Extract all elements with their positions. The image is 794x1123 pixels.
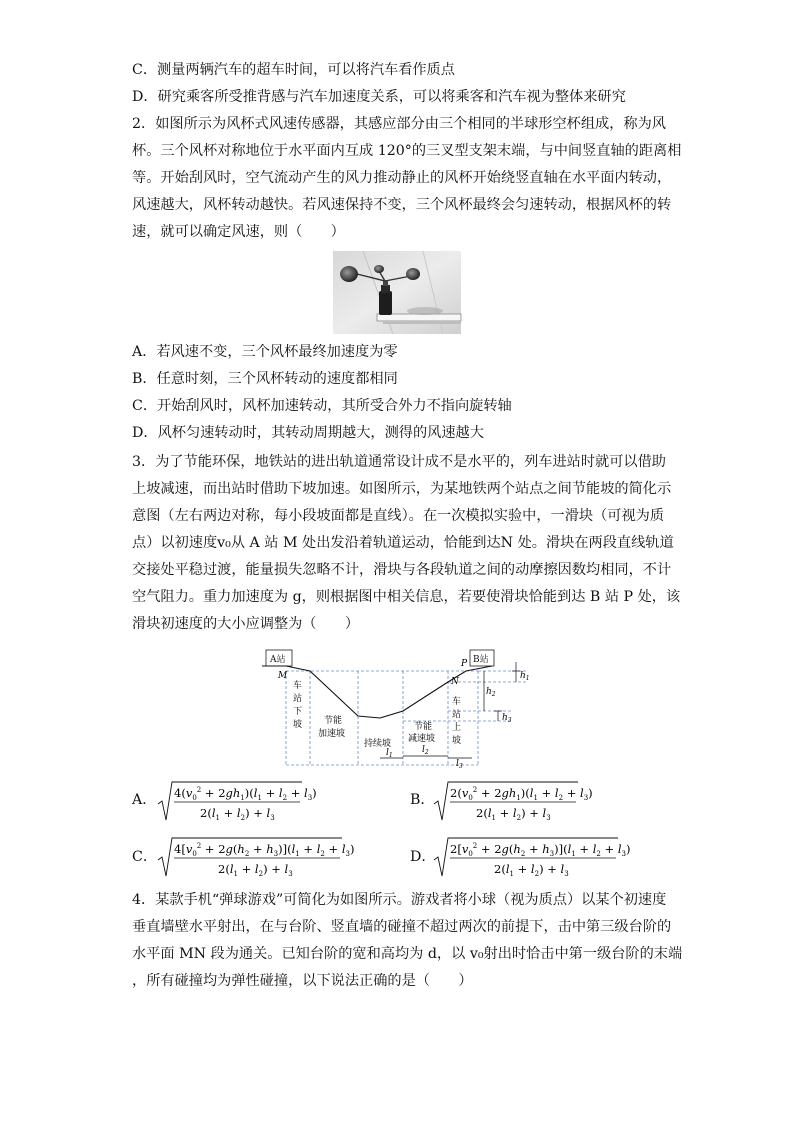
q2-stem-line-3: 等。开始刮风时，空气流动产生的风力推动静止的风杯开始绕竖直轴在水平面内转动， bbox=[132, 170, 672, 186]
svg-text:4(v02 + 2gh1)(l1 + l2 + l3): $4(v_0^2 + 2gh_1)(l_1 + l_2 + l_3)$ bbox=[174, 786, 317, 802]
q2-stem-line-5: 速，就可以确定风速，则（ ） bbox=[132, 224, 345, 240]
h1-label: $h_1$ bbox=[520, 671, 530, 682]
q3-option-a-label: A． bbox=[132, 792, 157, 808]
q3-option-d-label: D． bbox=[410, 849, 436, 865]
q3-stem-line-7: 滑块初速度的大小应调整为（ ） bbox=[132, 616, 360, 632]
seg2-line-1: 节能 bbox=[324, 716, 343, 726]
station-b-label: B站 bbox=[473, 655, 489, 665]
q2-stem-line-2: 杯。三个风杯对称地位于水平面内互成 120°的三叉型支架末端，与中间竖直轴的距离相 bbox=[132, 143, 682, 159]
q2-option-a: A．若风速不变，三个风杯最终加速度为零 bbox=[132, 344, 398, 360]
q4-stem-line-1: 4．某款手机“弹球游戏”可简化为如图所示。游戏者将小球（视为质点）以某个初速度 bbox=[132, 892, 667, 908]
l1-label: $l_1$ bbox=[386, 748, 393, 759]
svg-text:2(l1 + l2) + l3: $2(l_1 + l_2) + l_3$ bbox=[476, 806, 551, 822]
seg1-char-4: 坡 bbox=[293, 720, 303, 730]
q3-stem-line-2: 上坡减速，而出站时借助下坡加速。如图所示，为某地铁两个站点之间节能坡的简化示 bbox=[132, 481, 672, 497]
seg1-char-1: 车 bbox=[293, 681, 303, 691]
seg4-line-2: 减速坡 bbox=[408, 734, 436, 744]
svg-text:2(l1 + l2) + l3: $2(l_1 + l_2) + l_3$ bbox=[218, 862, 293, 878]
seg5-char-4: 坡 bbox=[452, 736, 462, 746]
svg-text:2(l1 + l2) + l3: $2(l_1 + l_2) + l_3$ bbox=[494, 862, 569, 878]
q4-stem-line-3: 水平面 MN 段为通关。已知台阶的宽和高均为 d，以 v₀射出时恰击中第一级台阶的末端 bbox=[132, 946, 683, 962]
q1-option-d: D．研究乘客所受推背感与汽车加速度关系，可以将乘客和汽车视为整体来研究 bbox=[132, 89, 626, 105]
q3-option-a-formula bbox=[156, 778, 317, 822]
l3-label: $l_3$ bbox=[456, 759, 463, 770]
q1-option-c: C．测量两辆汽车的超车时间，可以将汽车看作质点 bbox=[132, 62, 455, 78]
q3-option-c-label: C． bbox=[132, 849, 158, 865]
svg-text:2(l1 + l2) + l3: $2(l_1 + l_2) + l_3$ bbox=[200, 806, 275, 822]
h2-label: $h_2$ bbox=[486, 687, 496, 698]
q3-option-b-label: B． bbox=[410, 792, 435, 808]
seg1-char-3: 下 bbox=[293, 707, 303, 717]
seg5-char-3: 上 bbox=[452, 723, 462, 733]
seg1-char-2: 站 bbox=[293, 694, 303, 704]
q3-option-c-formula bbox=[156, 834, 355, 878]
station-a-label: A站 bbox=[270, 655, 286, 665]
q2-option-d: D．风杯匀速转动时，其转动周期越大，测得的风速越大 bbox=[132, 425, 484, 441]
q3-stem-line-3: 意图（左右两边对称，每小段坡面都是直线）。在一次模拟实验中，一滑块（可视为质 bbox=[132, 508, 665, 524]
q2-stem-line-4: 风速越大，风杯转动越快。若风速保持不变，三个风杯最终会匀速转动，根据风杯的转 bbox=[132, 197, 672, 213]
anemometer-photo bbox=[333, 251, 461, 334]
q2-option-c: C．开始刮风时，风杯加速转动，其所受合外力不指向旋转轴 bbox=[132, 398, 512, 414]
svg-text:2(v02 + 2gh1)(l1 + l2 + l3): $2(v_0^2 + 2gh_1)(l_1 + l_2 + l_3)$ bbox=[450, 786, 593, 802]
q3-option-d-formula bbox=[432, 834, 631, 878]
point-p-label: P bbox=[461, 659, 468, 669]
q2-stem-line-1: 2．如图所示为风杯式风速传感器，其感应部分由三个相同的半球形空杯组成，称为风 bbox=[132, 116, 666, 132]
q3-option-b-formula bbox=[432, 778, 593, 822]
q3-stem-line-5: 交接处平稳过渡，能量损失忽略不计，滑块与各段轨道之间的动摩擦因数均相同，不计 bbox=[132, 562, 672, 578]
svg-text:4[v02 + 2g(h2 + h3)](l1 + l2 +: $4[v_0^2 + 2g(h_2 + h_3)](l_1 + l_2 + l_3)$ bbox=[174, 842, 355, 858]
q2-option-b: B．任意时刻，三个风杯转动的速度都相同 bbox=[132, 371, 398, 387]
svg-text:2[v02 + 2g(h2 + h3)](l1 + l2 +: $2[v_0^2 + 2g(h_2 + h_3)](l_1 + l_2 + l_3)$ bbox=[450, 842, 631, 858]
l2-label: $l_2$ bbox=[422, 745, 429, 756]
q4-stem-line-2: 垂直墙壁水平射出，在与台阶、竖直墙的碰撞不超过两次的前提下，击中第三级台阶的 bbox=[132, 919, 672, 935]
seg3-label: 持续坡 bbox=[364, 739, 392, 749]
point-n-label: N bbox=[451, 677, 459, 687]
q4-stem-line-4: ，所有碰撞均为弹性碰撞，以下说法正确的是（ ） bbox=[132, 973, 473, 989]
q3-stem-line-4: 点）以初速度v₀从 A 站 M 处出发沿着轨道运动，恰能到达N 处。滑块在两段直线轨道 bbox=[132, 535, 674, 551]
anemometer-image bbox=[333, 251, 461, 334]
seg5-char-2: 站 bbox=[452, 710, 462, 720]
h3-label: $h_3$ bbox=[502, 713, 512, 724]
seg2-line-2: 加速坡 bbox=[318, 729, 346, 739]
seg4-line-1: 节能 bbox=[414, 722, 433, 732]
q3-stem-line-1: 3．为了节能环保，地铁站的进出轨道通常设计成不是水平的，列车进站时就可以借助 bbox=[132, 454, 666, 470]
q3-stem-line-6: 空气阻力。重力加速度为 g，则根据图中相关信息，若要使滑块恰能到达 B 站 P 处，该 bbox=[132, 589, 681, 605]
track-diagram bbox=[262, 648, 532, 768]
seg5-char-1: 车 bbox=[452, 697, 462, 707]
point-m-label: M bbox=[278, 671, 288, 681]
